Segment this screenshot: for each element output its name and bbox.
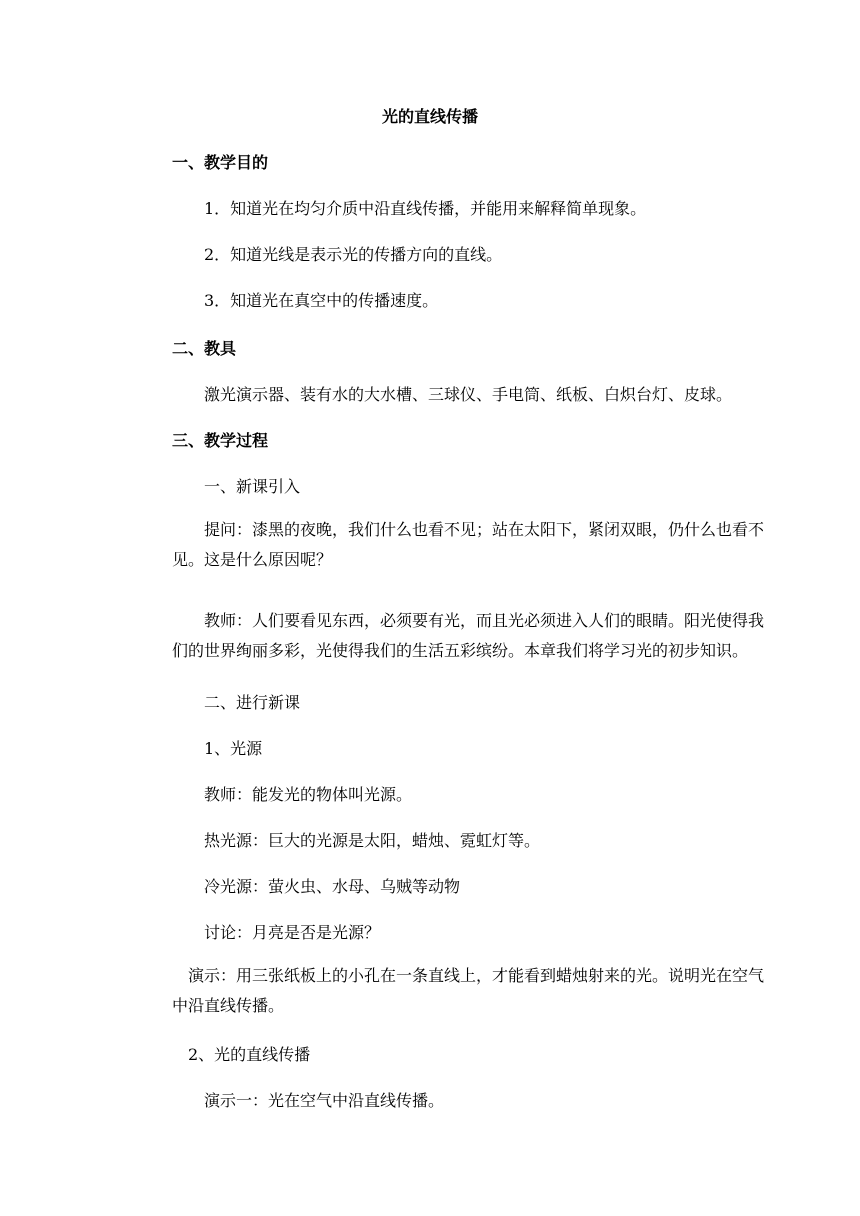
subsection-new-lesson: 二、进行新课 [204, 693, 301, 712]
page-title: 光的直线传播 [381, 107, 478, 126]
objective-item-1: 1．知道光在均匀介质中沿直线传播，并能用来解释简单现象。 [204, 199, 647, 218]
section-heading-equipment: 二、教具 [172, 339, 237, 358]
paragraph-question: 提问：漆黑的夜晚，我们什么也看不见；站在太阳下，紧闭双眼，仍什么也看不见。这是什么原因呢？ [172, 520, 765, 569]
discussion-question: 讨论：月亮是否是光源？ [204, 923, 381, 942]
equipment-list: 激光演示器、装有水的大水槽、三球仪、手电筒、纸板、白炽台灯、皮球。 [204, 385, 733, 404]
cold-light-source: 冷光源：萤火虫、水母、乌贼等动物 [204, 877, 461, 896]
demonstration-one: 演示一：光在空气中沿直线传播。 [204, 1091, 445, 1110]
subsection-intro: 一、新课引入 [204, 477, 301, 496]
hot-light-source: 热光源：巨大的光源是太阳，蜡烛、霓虹灯等。 [204, 831, 541, 850]
paragraph-demonstration: 演示：用三张纸板上的小孔在一条直线上，才能看到蜡烛射来的光。说明光在空气中沿直线传播。 [172, 966, 765, 1015]
paragraph-teacher-intro: 教师：人们要看见东西，必须要有光，而且光必须进入人们的眼睛。阳光使得我们的世界绚丽多彩，光使得我们的生活五彩缤纷。本章我们将学习光的初步知识。 [172, 611, 765, 660]
point-light-source: 1、光源 [204, 739, 263, 758]
objective-item-3: 3．知道光在真空中的传播速度。 [204, 291, 439, 310]
point-straight-propagation: 2、光的直线传播 [188, 1045, 311, 1064]
teacher-definition: 教师：能发光的物体叫光源。 [204, 785, 413, 804]
objective-item-2: 2．知道光线是表示光的传播方向的直线。 [204, 245, 503, 264]
section-heading-objectives: 一、教学目的 [172, 153, 269, 172]
section-heading-process: 三、教学过程 [172, 431, 269, 450]
